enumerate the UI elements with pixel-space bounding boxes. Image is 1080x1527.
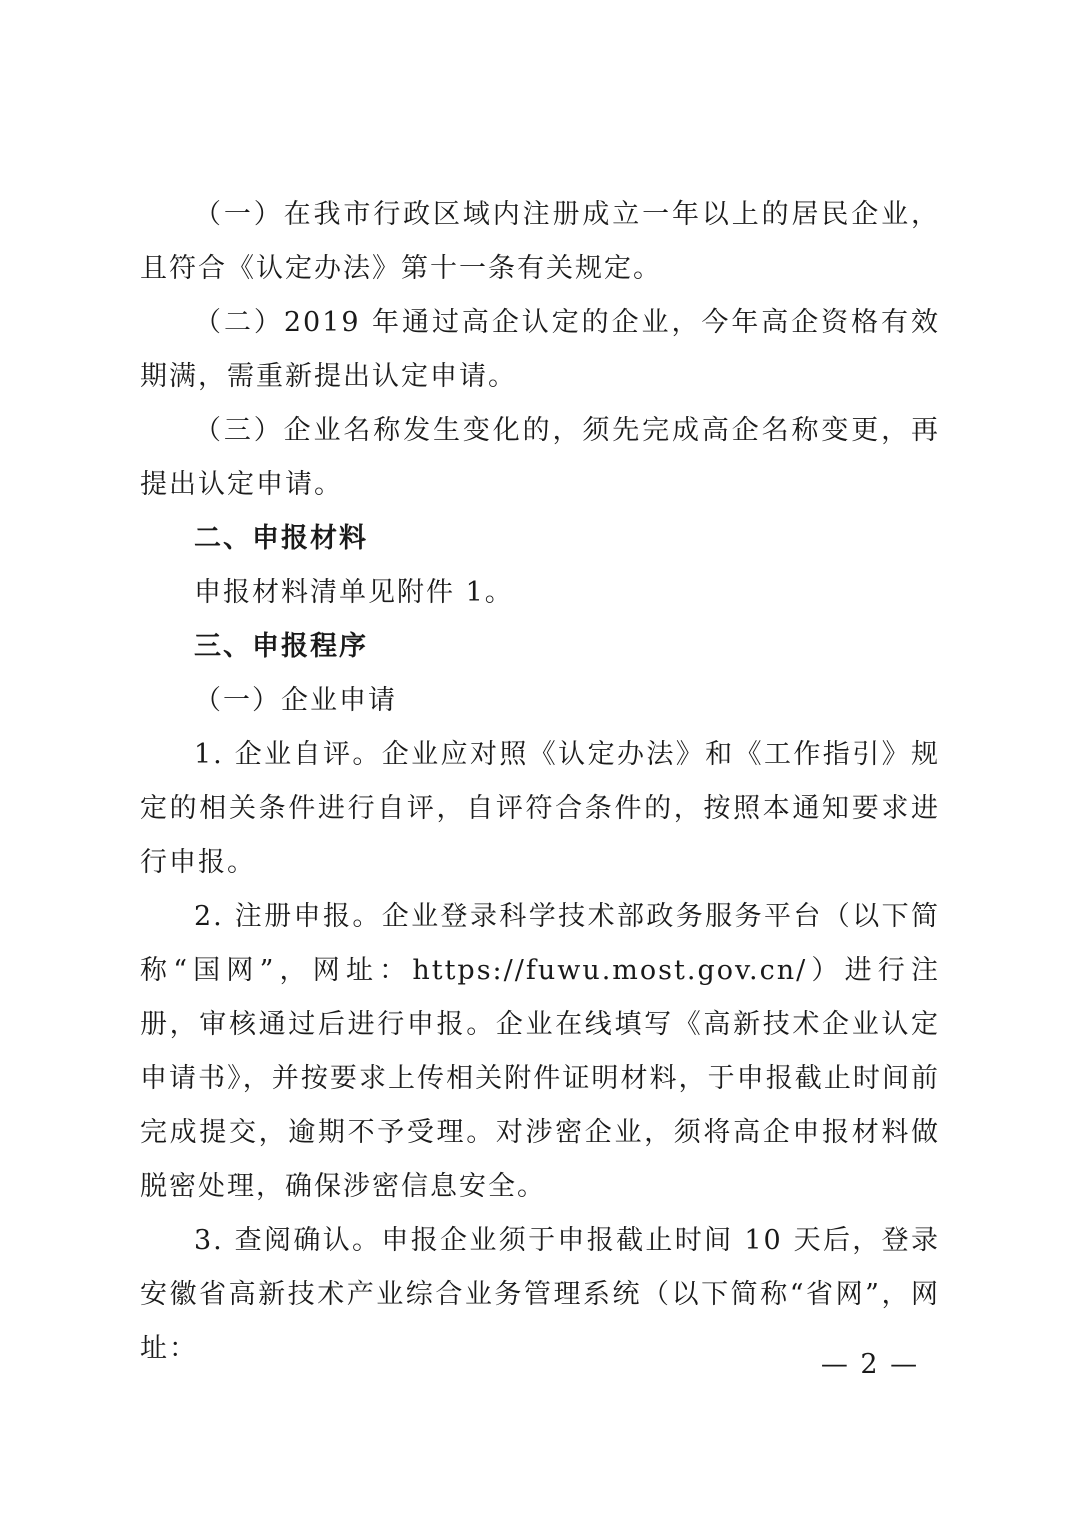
paragraph-confirmation: 3. 查阅确认。申报企业须于申报截止时间 10 天后，登录安徽省高新技术产业综合业务管理系统（以下简称“省网”，网址： <box>140 1225 940 1364</box>
paragraph-condition-1: （一）在我市行政区域内注册成立一年以上的居民企业，且符合《认定办法》第十一条有关规定。 <box>140 199 940 284</box>
section-heading-procedure: 三、申报程序 <box>194 631 368 662</box>
document-body <box>140 188 940 1376</box>
paragraph-materials-list: 申报材料清单见附件 1。 <box>194 577 514 608</box>
paragraph-condition-2: （二）2019 年通过高企认定的企业，今年高企资格有效期满，需重新提出认定申请。 <box>140 307 940 392</box>
page-number: — 2 — <box>820 1349 920 1380</box>
section-heading-materials: 二、申报材料 <box>194 523 368 554</box>
subheading-enterprise-application: （一）企业申请 <box>194 685 397 716</box>
paragraph-condition-3: （三）企业名称发生变化的，须先完成高企名称变更，再提出认定申请。 <box>140 415 940 500</box>
paragraph-registration: 2. 注册申报。企业登录科学技术部政务服务平台（以下简称“国网”，网址：https://fuwu.most.gov.cn/）进行注册，审核通过后进行申报。企业在线填写《高新技术企业认定申请书》，并按要求上传相关附件证明材料，于申报截止时间前完成提交，逾期不予受理。对涉密企业，须将高企申报材料做脱密处理，确保涉密信息安全。 <box>140 901 940 1202</box>
paragraph-self-evaluation: 1. 企业自评。企业应对照《认定办法》和《工作指引》规定的相关条件进行自评，自评符合条件的，按照本通知要求进行申报。 <box>140 739 940 878</box>
